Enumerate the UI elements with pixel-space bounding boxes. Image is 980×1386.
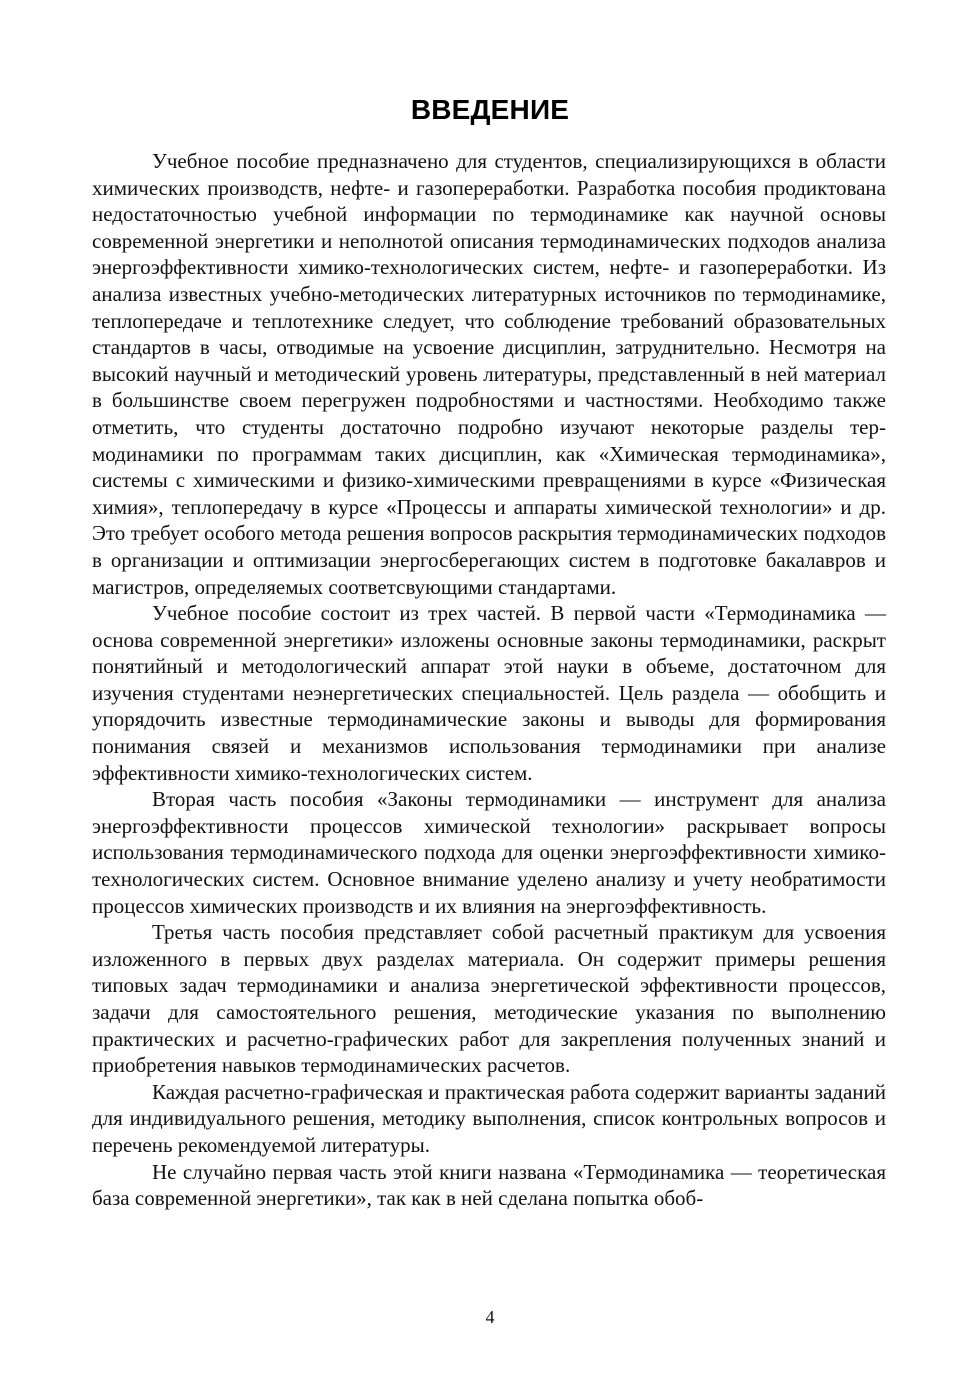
- paragraph-conclusion-start: Не случайно первая часть этой книги названа «Термодинамика — теоретическая база современной энергетики», так как в ней сделана попытка обоб-: [92, 1159, 886, 1211]
- paragraph-structure-part-one: Учебное пособие состоит из трех частей. В первой части «Термодинамика — основа современной энергетики» изложены основные законы термодинамики, раскрыт понятийный и методологический аппарат этой науки в объеме, достаточном для изучения студентами неэнергетических специальностей. Цель раздела — обобщить и упорядочить известные термодинамические законы и выводы для формирования понимания связей и механизмов использования термодинамики при анализе эффективности химико-технологических систем.: [92, 601, 886, 785]
- page-title: ВВЕДЕНИЕ: [410, 94, 570, 125]
- paragraph-purpose: Учебное пособие предназначено для студентов, специализирующихся в области химических производств, нефте- и газопереработки. Разработка пособия продиктована недостаточностью учебной информации по термодинамике как научной основы современной энергетики и неполнотой описания термодинамических подходов анализа энергоэффективности химико-технологических систем, нефте- и газопереработки. Из анализа известных учебно-методических литературных источников по термодинамике, теплопередаче и теплотехнике следует, что соблюдение требований образовательных стандартов в часы, отводимые на усвоение дисциплин, затруднительно. Несмотря на высокий научный и методический уровень литературы, представленный в ней материал в большинстве своем перегружен подробностями и частностями. Необходимо также отметить, что студенты достаточно подробно изучают некоторые разделы термодинамики по программам таких дисциплин, как «Химическая термодинамика», системы с химическими и физико-химическими превращениями в курсе «Физическая химия», теплопередачу в курсе «Процессы и аппараты химической технологии» и др. Это требует особого метода решения вопросов раскрытия термодинамических подходов в организации и оптимизации энергосберегающих систем в подготовке бакалавров и магистров, определяемых соответсвующими стандартами.: [92, 149, 886, 599]
- paragraph-assignments: Каждая расчетно-графическая и практическая работа содержит варианты заданий для индивидуального решения, методику выполнения, список контрольных вопросов и перечень рекомендуемой литературы.: [92, 1079, 886, 1157]
- body-text: [92, 148, 886, 1212]
- paragraph-part-three: Третья часть пособия представляет собой расчетный практикум для усвоения изложенного в первых двух разделах материала. Он содержит примеры решения типовых задач термодинамики и анализа энергетической эффективности процессов, задачи для самостоятельного решения, методические указания по выполнению практических и расчетно-графических работ для закрепления полученных знаний и приобретения навыков термодинамических расчетов.: [92, 920, 886, 1078]
- paragraph-part-two: Вторая часть пособия «Законы термодинамики — инструмент для анализа энергоэффективности процессов химической технологии» раскрывает вопросы использования термодинамического подхода для оценки энергоэффективности химико-технологических систем. Основное внимание уделено анализу и учету необратимости процессов химических производств и их влияния на энергоэффективность.: [92, 787, 886, 918]
- page-number: 4: [485, 1307, 495, 1327]
